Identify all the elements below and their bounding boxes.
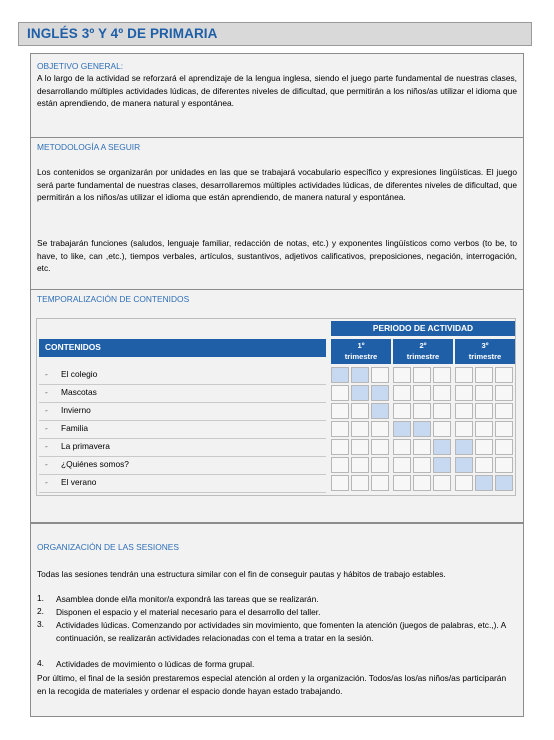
- schedule-cell: [455, 403, 473, 419]
- trimester-3-header: [455, 339, 515, 364]
- schedule-cell: [351, 475, 369, 491]
- table-row: [39, 385, 326, 401]
- contents-header: [39, 339, 326, 357]
- organizacion-card: [30, 523, 524, 717]
- schedule-cell: [495, 439, 513, 455]
- list-item-text: Asamblea donde el/la monitor/a expondrá las tareas que se realizarán.: [56, 594, 319, 604]
- schedule-cell: [331, 475, 349, 491]
- metodologia-heading: METODOLOGÍA A SEGUIR: [37, 142, 141, 152]
- trimester-1-number: 1º: [357, 341, 365, 350]
- row-divider: [39, 492, 326, 493]
- trimester-2-number: 2º: [419, 341, 427, 350]
- schedule-cell: [413, 475, 431, 491]
- row-label: El verano: [61, 477, 97, 487]
- schedule-cell: [495, 385, 513, 401]
- table-row: [39, 367, 326, 383]
- period-header: PERIODO DE ACTIVIDAD: [331, 321, 515, 336]
- row-label: El colegio: [61, 369, 98, 379]
- schedule-cell: [413, 403, 431, 419]
- list-item-number: 3.: [37, 619, 44, 629]
- trimester-3-number: 3º: [481, 341, 489, 350]
- schedule-cell: [413, 457, 431, 473]
- temporalizacion-heading: TEMPORALIZACIÓN DE CONTENIDOS: [37, 294, 190, 304]
- schedule-cell: [455, 385, 473, 401]
- schedule-cell: [393, 457, 411, 473]
- trimester-2-word: trimestre: [406, 352, 440, 361]
- schedule-cell: [351, 421, 369, 437]
- schedule-cell: [495, 457, 513, 473]
- schedule-cell: [371, 475, 389, 491]
- schedule-cell: [371, 367, 389, 383]
- schedule-cell-active: [393, 421, 411, 437]
- schedule-cell: [455, 475, 473, 491]
- organizacion-intro: Todas las sesiones tendrán una estructura similar con el fin de conseguir pautas y hábitos de trabajo estables.: [37, 569, 446, 579]
- schedule-cell: [433, 421, 451, 437]
- schedule-cell-active: [433, 439, 451, 455]
- row-bullet: -: [45, 459, 48, 469]
- schedule-cell: [393, 385, 411, 401]
- schedule-cell-active: [371, 403, 389, 419]
- table-row: [39, 475, 326, 491]
- schedule-cell: [393, 439, 411, 455]
- contents-header-label: CONTENIDOS: [45, 342, 101, 352]
- row-bullet: -: [45, 441, 48, 451]
- section-divider: [31, 289, 523, 290]
- objetivo-text: A lo largo de la actividad se reforzará el aprendizaje de la lengua inglesa, siendo el juego parte fundamental de nuestras clases, desarrollando múltiples actividades lúdicas, de diferentes niveles de dificultad, que permitirán a los niños/as utilizar el idioma que están aprendiendo, de manera natural y espontánea.: [37, 73, 517, 109]
- metodologia-paragraph-1: Los contenidos se organizarán por unidades en las que se trabajará vocabulario específico y expresiones lingüísticas. El juego será parte fundamental de nuestras clases, desarrollaremos múltiples actividades lúdicas, de diferentes niveles de dificultad, que permitirán a los niños/as utilizar el idioma que están aprendiendo, de manera natural y espontánea.: [37, 167, 517, 203]
- schedule-cell: [371, 457, 389, 473]
- schedule-cell-active: [413, 421, 431, 437]
- schedule-cell: [351, 403, 369, 419]
- schedule-cell-active: [433, 457, 451, 473]
- list-item-number: 4.: [37, 658, 44, 668]
- schedule-cell: [475, 367, 493, 383]
- schedule-cell-active: [475, 475, 493, 491]
- table-row: [39, 457, 326, 473]
- schedule-cell-active: [495, 475, 513, 491]
- list-item-number: 2.: [37, 606, 44, 616]
- schedule-cell: [495, 403, 513, 419]
- schedule-cell: [413, 385, 431, 401]
- organizacion-heading: ORGANIZACIÓN DE LAS SESIONES: [37, 542, 179, 552]
- schedule-cell: [475, 385, 493, 401]
- schedule-cell: [475, 421, 493, 437]
- row-bullet: -: [45, 405, 48, 415]
- row-label: Invierno: [61, 405, 91, 415]
- organizacion-closing: Por último, el final de la sesión prestaremos especial atención al orden y la organización. Todos/as los/as niños/as participarán en la recogida de materiales y ordenar el espacio donde hayan estado trabajando.: [37, 673, 507, 696]
- list-item-number: 1.: [37, 593, 44, 603]
- list-item-text: Actividades de movimiento o lúdicas de forma grupal.: [56, 659, 255, 669]
- schedule-cell: [331, 439, 349, 455]
- trimester-3-word: trimestre: [468, 352, 502, 361]
- schedule-cell: [331, 457, 349, 473]
- schedule-cell: [475, 439, 493, 455]
- schedule-cell: [433, 403, 451, 419]
- page-title: INGLÉS 3º Y 4º DE PRIMARIA: [27, 26, 218, 41]
- row-bullet: -: [45, 387, 48, 397]
- schedule-cell: [413, 367, 431, 383]
- row-label: Familia: [61, 423, 88, 433]
- schedule-cell: [371, 439, 389, 455]
- objetivo-heading: OBJETIVO GENERAL:: [37, 61, 124, 71]
- row-label: Mascotas: [61, 387, 97, 397]
- schedule-cell: [495, 367, 513, 383]
- schedule-cell: [475, 403, 493, 419]
- schedule-cell: [413, 439, 431, 455]
- schedule-cell-active: [371, 385, 389, 401]
- metodologia-paragraph-2: Se trabajarán funciones (saludos, lenguaje familiar, redacción de notas, etc.) y exponentes lingüísticos como verbos (to be, to have, to like, can ,etc.), tiempos verbales, artículos, sustantivos, adjetivos calificativos, preposiciones, negación, interrogación, etc.: [37, 238, 517, 274]
- list-item-text: Actividades lúdicas. Comenzando por actividades sin movimiento, que fomenten la atención (juegos de palabras, etc.,). A continuación, se realizarán actividades relacionadas con el tema a tratar en la sesión.: [56, 620, 506, 643]
- table-row: [39, 439, 326, 455]
- schedule-cell-active: [331, 367, 349, 383]
- schedule-cell: [433, 385, 451, 401]
- schedule-cell: [331, 403, 349, 419]
- page-title-bar: [18, 22, 532, 46]
- row-bullet: -: [45, 369, 48, 379]
- schedule-cell: [371, 421, 389, 437]
- schedule-cell-active: [351, 385, 369, 401]
- schedule-cell: [393, 475, 411, 491]
- trimester-2-header: [393, 339, 453, 364]
- schedule-cell-active: [455, 439, 473, 455]
- schedule-cell: [455, 421, 473, 437]
- trimester-1-word: trimestre: [344, 352, 378, 361]
- trimester-1-header: [331, 339, 391, 364]
- schedule-cell: [495, 421, 513, 437]
- schedule-cell: [455, 367, 473, 383]
- schedule-cell: [475, 457, 493, 473]
- section-divider: [31, 137, 523, 138]
- table-row: [39, 421, 326, 437]
- row-bullet: -: [45, 423, 48, 433]
- schedule-cell-active: [455, 457, 473, 473]
- table-row: [39, 403, 326, 419]
- row-label: La primavera: [61, 441, 110, 451]
- schedule-cell: [351, 439, 369, 455]
- schedule-cell: [331, 421, 349, 437]
- schedule-cell: [393, 403, 411, 419]
- schedule-cell: [433, 367, 451, 383]
- schedule-cell: [433, 475, 451, 491]
- schedule-cell-active: [351, 367, 369, 383]
- row-bullet: -: [45, 477, 48, 487]
- schedule-cell: [351, 457, 369, 473]
- row-label: ¿Quiénes somos?: [61, 459, 129, 469]
- schedule-cell: [331, 385, 349, 401]
- list-item-text: Disponen el espacio y el material necesario para el desarrollo del taller.: [56, 607, 321, 617]
- schedule-cell: [393, 367, 411, 383]
